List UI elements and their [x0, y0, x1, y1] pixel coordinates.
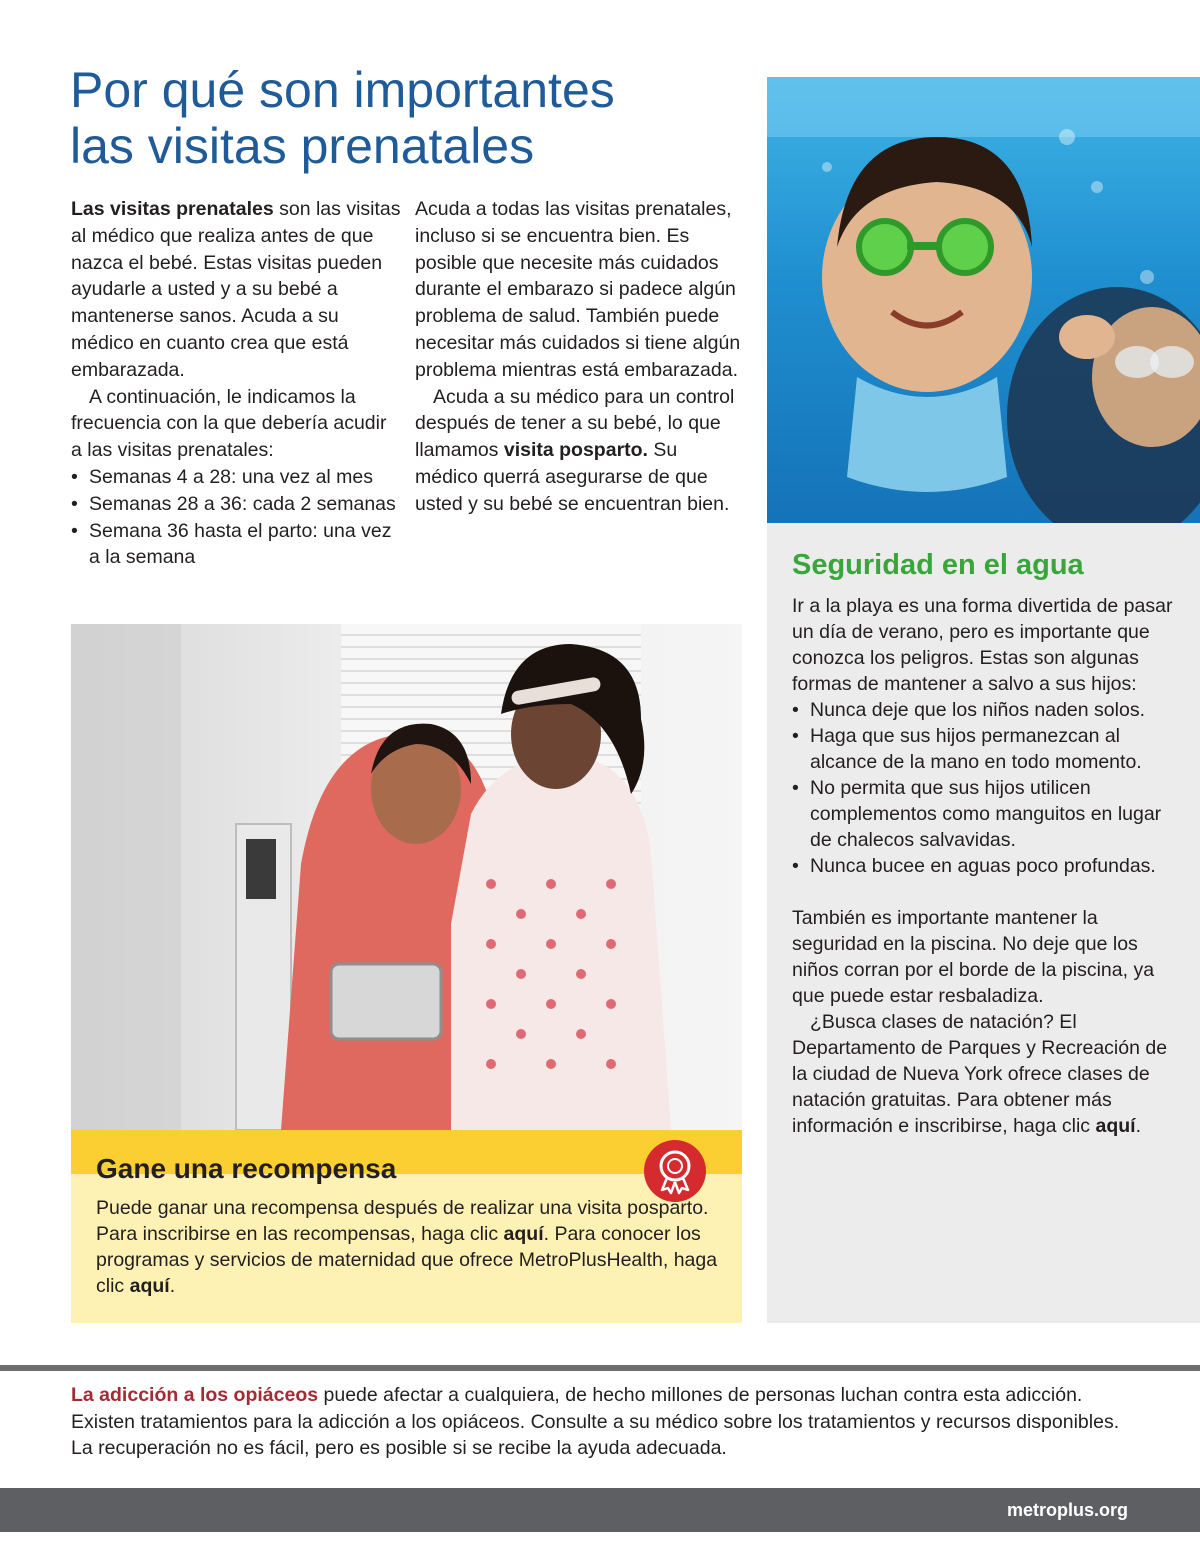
list-item: • No permita que sus hijos utilicen complementos como manguitos en lugar de chalecos salvavidas. [792, 775, 1187, 853]
swimming-child-illustration [767, 77, 1200, 523]
prenatal-intro-bold: Las visitas prenatales [71, 198, 274, 220]
postpartum-bold: visita posparto. [503, 439, 648, 462]
swim-classes-paragraph [792, 1009, 1187, 1139]
footer-bar [0, 1488, 1200, 1532]
maternity-programs-link[interactable]: aquí [129, 1275, 170, 1297]
opioid-notice [71, 1382, 1141, 1462]
water-safety-title: Seguridad en el agua [792, 549, 1084, 581]
prenatal-visit-photo [71, 624, 742, 1130]
title-line-1: Por qué son importantes [70, 62, 615, 118]
reward-text-start: Puede ganar una recompensa después de realizar una visita posparto. Para inscribirse en las recompensas, haga clic [96, 1197, 709, 1245]
prenatal-column-2 [415, 196, 745, 518]
opioid-notice-text: puede afectar a cualquiera, de hecho millones de personas luchan contra esta adicción. Existen tratamientos para la adicción a los opiáceos. Consulte a su médico sobre los tratamientos y recursos disponibles. La recuperación no es fácil, pero es posible si se recibe la ayuda adecuada. [71, 1384, 1120, 1459]
swim-classes-end: . [1135, 1115, 1141, 1137]
postpartum-text-start: Acuda a su médico para un control después de tener a su bebé, lo que llamamos [415, 385, 735, 462]
water-safety-body [792, 593, 1187, 1139]
prenatal-intro-text: son las visitas al médico que realiza antes de que nazca el bebé. Estas visitas pueden ayudarle a usted y a su bebé a mantenerse sanos. Acuda a su médico en cuanto crea que está embarazada. [71, 198, 401, 381]
swimming-child-photo [767, 77, 1200, 523]
list-item: • Semanas 4 a 28: una vez al mes [71, 464, 401, 491]
postpartum-paragraph [415, 384, 745, 518]
water-safety-sidebar [767, 523, 1200, 1323]
prenatal-visit-illustration [71, 624, 742, 1130]
opioid-notice-lead: La adicción a los opiáceos [71, 1384, 319, 1406]
list-item: • Nunca deje que los niños naden solos. [792, 697, 1187, 723]
prenatal-attend-all: Acuda a todas las visitas prenatales, incluso si se encuentra bien. Es posible que necesite más cuidados durante el embarazo si padece algún problema de salud. También puede necesitar más cuidados si tiene algún problema mientras está embarazada. [415, 198, 741, 381]
pool-safety-paragraph: También es importante mantener la seguridad en la piscina. No deje que los niños corran por el borde de la piscina, ya que puede estar resbaladiza. [792, 907, 1155, 1007]
water-safety-list [792, 697, 1187, 879]
reward-text-mid: . Para conocer los programas y servicios de maternidad que ofrece MetroPlusHealth, haga clic [96, 1223, 718, 1297]
title-line-2: las visitas prenatales [70, 118, 535, 174]
reward-title: Gane una recompensa [96, 1153, 397, 1184]
site-url[interactable]: metroplus.org [1006, 1500, 1128, 1520]
swim-classes-text: ¿Busca clases de natación? El Departamento de Parques y Recreación de la ciudad de Nueva York ofrece clases de natación gratuitas. Para obtener más información e inscribirse, haga clic [792, 1011, 1168, 1137]
reward-enroll-link[interactable]: aquí [503, 1223, 544, 1245]
postpartum-text-end: Su médico querrá asegurarse de que usted y su bebé se encuentran bien. [415, 439, 730, 515]
award-badge-icon [644, 1140, 706, 1202]
reward-box [71, 1130, 742, 1323]
prenatal-column-1 [71, 196, 401, 571]
page-title [70, 62, 730, 174]
list-item: • Semanas 28 a 36: cada 2 semanas [71, 491, 401, 518]
reward-text-end: . [169, 1275, 176, 1297]
water-safety-intro: Ir a la playa es una forma divertida de pasar un día de verano, pero es importante que conozca los peligros. Estas son algunas formas de mantener a salvo a sus hijos: [792, 595, 1173, 695]
list-item: • Haga que sus hijos permanezcan al alcance de la mano en todo momento. [792, 723, 1187, 775]
prenatal-frequency: A continuación, le indicamos la frecuencia con la que debería acudir a las visitas prenatales: [71, 385, 387, 462]
prenatal-schedule-list [71, 464, 401, 571]
list-item: • Nunca bucee en aguas poco profundas. [792, 853, 1187, 879]
reward-text [96, 1195, 726, 1299]
swim-classes-link[interactable]: aquí [1095, 1115, 1136, 1137]
list-item: • Semana 36 hasta el parto: una vez a la semana [71, 518, 401, 572]
section-divider [0, 1365, 1200, 1371]
prenatal-intro [71, 196, 401, 384]
